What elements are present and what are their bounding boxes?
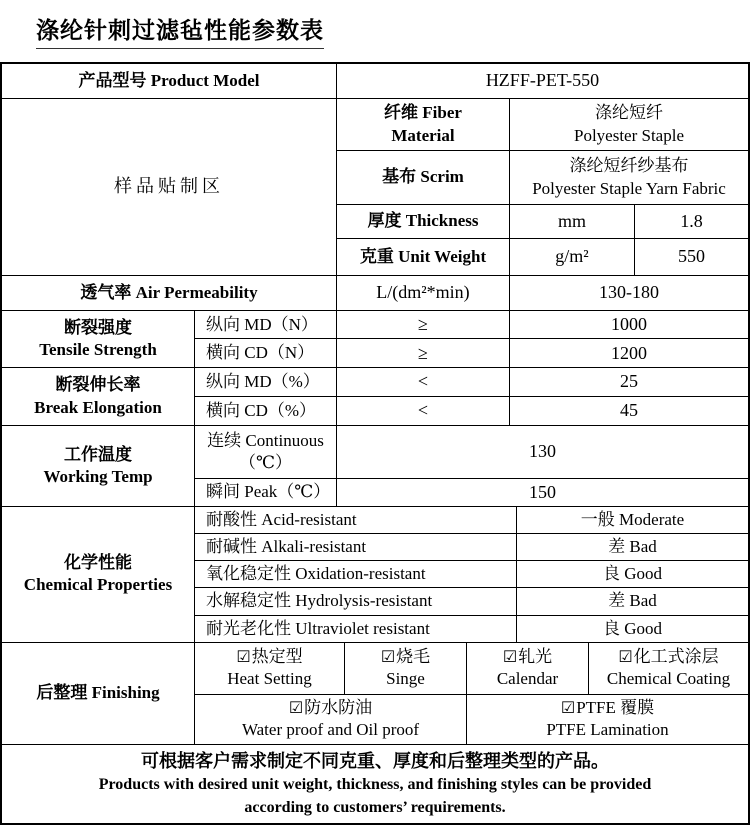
elongation-cd-label: 横向 CD（%）: [195, 397, 337, 425]
section-chemical-properties: [2, 507, 748, 642]
finishing-option-chemical-coating: ☑化工式涂层 Chemical Coating: [606, 646, 731, 689]
finishing-option-waterproof: ☑防水防油 Water proof and Oil proof: [195, 695, 467, 744]
tensile-md-value: 1000: [611, 314, 647, 334]
finishing-options-row1: [195, 643, 748, 695]
product-model-label: 产品型号 Product Model: [2, 64, 337, 98]
section-finishing: [2, 643, 748, 745]
fiber-material-value: 涤纶短纤 Polyester Staple: [573, 103, 684, 145]
chemical-properties-rows: [195, 507, 748, 641]
air-permeability-unit: L/(dm²*min): [337, 276, 510, 310]
row-tensile-md: [195, 311, 748, 339]
acid-resistant-value: 一般 Moderate: [580, 510, 685, 530]
finishing-option-ptfe-lamination: ☑PTFE 覆膜 PTFE Lamination: [546, 697, 669, 740]
elongation-md-operator: <: [337, 368, 510, 395]
section-working-temp: [2, 426, 748, 507]
elongation-md-label: 纵向 MD（%）: [195, 368, 337, 395]
footer-note-en-1: Products with desired unit weight, thickness, and finishing styles can be provided: [98, 776, 652, 794]
break-elongation-rows: [195, 368, 748, 424]
row-unit-weight: [337, 239, 748, 275]
alkali-resistant-label: 耐碱性 Alkali-resistant: [195, 534, 517, 560]
sample-area-label: 样品贴制区: [2, 99, 337, 275]
hydrolysis-resistant-value: 差 Bad: [608, 591, 657, 611]
air-permeability-value: 130-180: [599, 282, 659, 303]
chemical-properties-label: 化学性能 Chemical Properties: [2, 507, 195, 641]
checkbox-checked-icon: ☑: [236, 648, 251, 666]
alkali-resistant-value: 差 Bad: [608, 537, 657, 557]
row-thickness: [337, 205, 748, 239]
row-tensile-cd: [195, 339, 748, 367]
row-air-permeability: [2, 276, 748, 311]
elongation-cd-operator: <: [337, 397, 510, 425]
ultraviolet-resistant-value: 良 Good: [602, 618, 663, 638]
finishing-option-heat-setting: ☑热定型 Heat Setting: [195, 643, 345, 694]
working-temp-label: 工作温度 Working Temp: [2, 426, 195, 506]
elongation-md-value: 25: [620, 371, 638, 392]
oxidation-resistant-label: 氧化稳定性 Oxidation-resistant: [195, 561, 517, 587]
row-temp-peak: [195, 479, 748, 506]
checkbox-checked-icon: ☑: [502, 648, 518, 666]
row-hydrolysis-resistant: [195, 588, 748, 615]
sample-area-rows: [337, 99, 748, 275]
working-temp-rows: [195, 426, 748, 506]
hydrolysis-resistant-label: 水解稳定性 Hydrolysis-resistant: [195, 588, 517, 614]
thickness-label: 厚度 Thickness: [337, 205, 510, 238]
title-area: [0, 0, 750, 49]
scrim-label: 基布 Scrim: [337, 151, 510, 204]
row-alkali-resistant: [195, 534, 748, 561]
finishing-rows: [195, 643, 748, 744]
ultraviolet-resistant-label: 耐光老化性 Ultraviolet resistant: [195, 616, 517, 642]
spec-table: [0, 62, 750, 825]
fiber-material-label: 纤维 Fiber Material: [337, 99, 510, 150]
footer-note-en-2: according to customers’ requirements.: [244, 798, 506, 816]
elongation-cd-value: 45: [620, 400, 638, 421]
row-elongation-md: [195, 368, 748, 396]
finishing-label: 后整理 Finishing: [2, 643, 195, 744]
tensile-cd-value: 1200: [611, 342, 647, 363]
thickness-value: 1.8: [680, 210, 703, 231]
row-acid-resistant: [195, 507, 748, 534]
finishing-option-singe: ☑烧毛 Singe: [345, 643, 467, 694]
air-permeability-label: 透气率 Air Permeability: [2, 276, 337, 310]
temp-peak-label: 瞬间 Peak（℃）: [195, 479, 337, 506]
checkbox-checked-icon: ☑: [560, 699, 576, 717]
footer-note: [2, 745, 748, 823]
row-scrim: [337, 151, 748, 205]
temp-peak-value: 150: [529, 481, 556, 502]
unit-weight-unit: g/m²: [510, 239, 635, 275]
thickness-unit: mm: [510, 205, 635, 238]
checkbox-checked-icon: ☑: [380, 648, 396, 666]
section-break-elongation: [2, 368, 748, 425]
checkbox-checked-icon: ☑: [618, 648, 633, 666]
temp-continuous-value: 130: [529, 441, 556, 462]
tensile-strength-rows: [195, 311, 748, 367]
row-footer-note: [2, 745, 748, 823]
tensile-cd-label: 横向 CD（N）: [195, 339, 337, 367]
row-temp-continuous: [195, 426, 748, 479]
unit-weight-label: 克重 Unit Weight: [337, 239, 510, 275]
tensile-strength-label: 断裂强度 Tensile Strength: [2, 311, 195, 367]
temp-continuous-label: 连续 Continuous （℃）: [195, 426, 337, 478]
row-ultraviolet-resistant: [195, 616, 748, 642]
break-elongation-label: 断裂伸长率 Break Elongation: [2, 368, 195, 424]
acid-resistant-label: 耐酸性 Acid-resistant: [195, 507, 517, 533]
row-fiber-material: [337, 99, 748, 151]
row-product-model: [2, 64, 748, 99]
scrim-value: 涤纶短纤纱基布 Polyester Staple Yarn Fabric: [532, 156, 726, 198]
checkbox-checked-icon: ☑: [288, 699, 304, 717]
oxidation-resistant-value: 良 Good: [602, 564, 663, 584]
page-title: 涤纶针刺过滤毡性能参数表: [36, 12, 324, 49]
finishing-option-calendar: ☑轧光 Calendar: [467, 643, 589, 694]
finishing-options-row2: [195, 695, 748, 744]
row-oxidation-resistant: [195, 561, 748, 588]
tensile-md-label: 纵向 MD（N）: [195, 311, 337, 338]
product-model-value: HZFF-PET-550: [485, 70, 600, 91]
section-tensile-strength: [2, 311, 748, 368]
tensile-md-operator: ≥: [337, 311, 510, 338]
row-elongation-cd: [195, 397, 748, 425]
tensile-cd-operator: ≥: [337, 339, 510, 367]
unit-weight-value: 550: [678, 246, 705, 267]
section-sample-area: [2, 99, 748, 276]
footer-note-zh: 可根据客户需求制定不同克重、厚度和后整理类型的产品。: [141, 751, 609, 772]
